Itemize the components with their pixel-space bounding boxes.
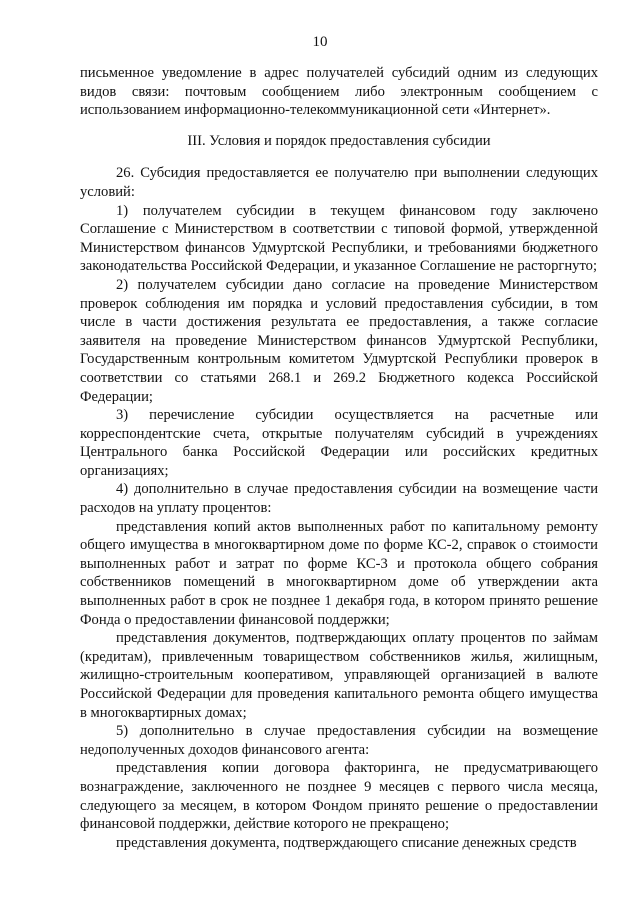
condition-5: 5) дополнительно в случае предоставления субсидии на возмещение недополученных доходов финансового агента: — [80, 723, 598, 758]
section-heading: III. Условия и порядок предоставления субсидии — [187, 132, 491, 149]
clause-26: 26. Субсидия предоставляется ее получателю при выполнении следующих условий: — [80, 165, 598, 200]
document-body — [80, 64, 598, 852]
condition-3: 3) перечисление субсидии осуществляется на расчетные или корреспондентские счета, открытые получателям субсидий в учреждениях Центрального банка Российской Федерации или российских кредитных организациях; — [80, 407, 598, 479]
condition-5-item-2: представления документа, подтверждающего списание денежных средств — [116, 834, 577, 851]
condition-2: 2) получателем субсидии дано согласие на проведение Министерством проверок соблюдения им порядка и условий предоставления субсидии, в том числе в части достижения результата ее предоставления, а также согласие заявителя на проведение Министерством финансов Удмуртской Республики, Государственным контрольным комитетом Удмуртской Республики проверок в соответствии со статьями 268.1 и 269.2 Бюджетного кодекса Российской Федерации; — [80, 276, 598, 405]
condition-4-item-2: представления документов, подтверждающих оплату процентов по займам (кредитам), привлеченным товариществом собственников жилья, жилищным, жилищно-строительным кооперативом, управляющей организацией в валюте Российской Федерации для проведения капитального ремонта общего имущества в многоквартирных домах; — [80, 630, 598, 721]
condition-4: 4) дополнительно в случае предоставления субсидии на возмещение части расходов на уплату процентов: — [80, 481, 598, 517]
condition-5-item-1: представления копии договора факторинга, не предусматривающего вознаграждение, заключенного не позднее 9 месяцев с первого числа месяца, следующего за месяцем, в котором Фондом принято решение о предоставлении финансовой поддержки, действие которого не прекращено; — [80, 760, 598, 833]
page-number: 10 — [312, 34, 328, 50]
intro-paragraph: письменное уведомление в адрес получателей субсидий одним из следующих видов связи: почтовым сообщением либо электронным сообщением с использованием информационно-телекоммуникационной сети «Интернет». — [80, 65, 598, 119]
condition-4-item-1: представления копий актов выполненных работ по капитальному ремонту общего имущества в многоквартирном доме по форме КС-2, справок о стоимости выполненных работ и затрат по форме КС-3 и протокола общего собрания собственников помещений в многоквартирном доме об утверждении акта выполненных работ в срок не позднее 1 декабря года, в котором принято решение Фонда о предоставлении финансовой поддержки; — [80, 518, 598, 628]
condition-1: 1) получателем субсидии в текущем финансовом году заключено Соглашение с Министерством в соответствии с типовой формой, утвержденной Министерством финансов Удмуртской Республики, и требованиями бюджетного законодательства Российской Федерации, и указанное Соглашение не расторгнуто; — [80, 202, 598, 275]
